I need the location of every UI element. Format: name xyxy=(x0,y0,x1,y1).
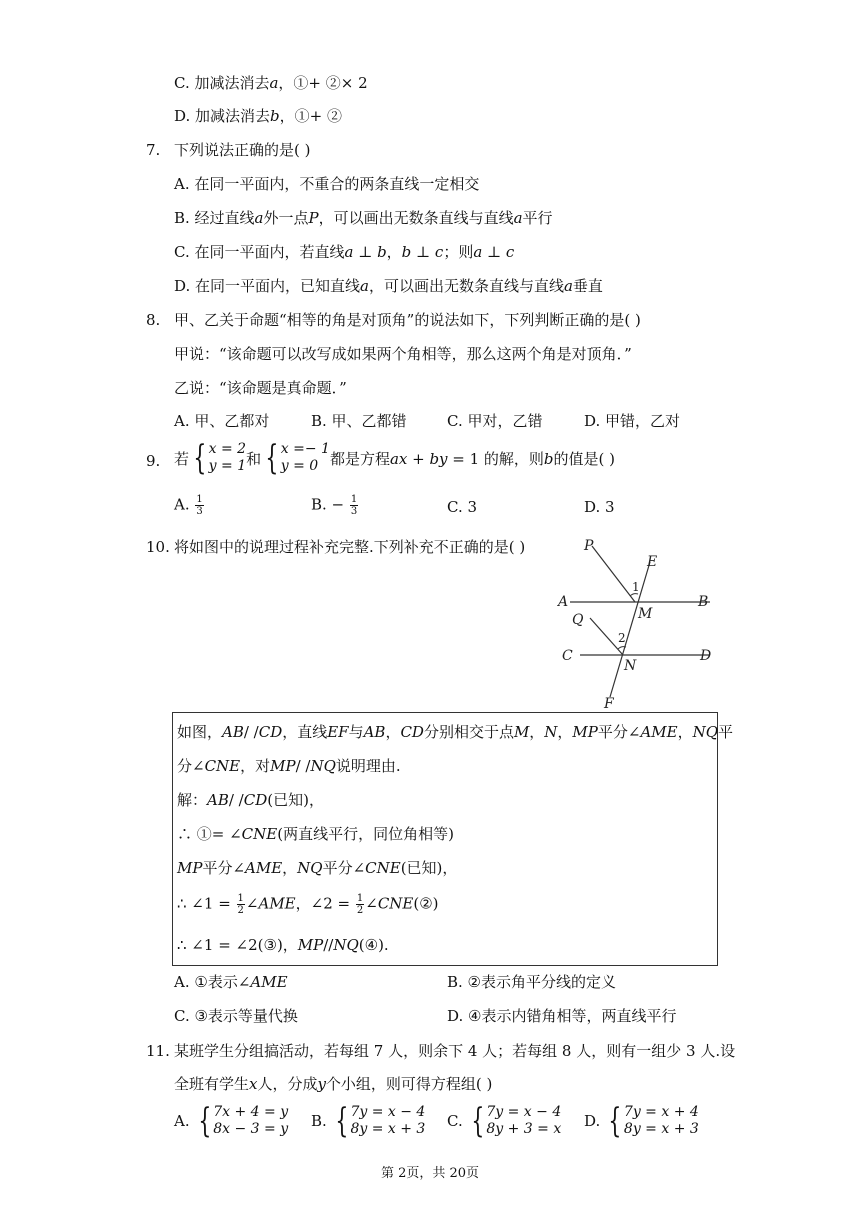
option-label: C. xyxy=(447,1112,463,1130)
box-line: ∴ ①= ∠𝐶𝑁𝐸(两直线平行，同位角相等) xyxy=(177,825,454,843)
equation: 𝑦 = 0 xyxy=(280,458,319,474)
question-stem: 甲、乙关于命题“相等的角是对顶角”的说法如下，下列判断正确的是( ) xyxy=(174,311,641,329)
equation: 𝑥 =− 1 xyxy=(280,441,330,457)
option-c: C. ③表示等量代换 xyxy=(174,1007,298,1025)
equation-system xyxy=(624,1104,699,1138)
question-number: 11. xyxy=(146,1042,170,1060)
option-d: D. 甲错，乙对 xyxy=(584,412,681,430)
fraction xyxy=(356,893,364,916)
question-number: 9. xyxy=(146,452,161,470)
question-stem: 将如图中的说理过程补充完整.下列补充不正确的是( ) xyxy=(174,538,526,556)
line-ef xyxy=(610,562,650,697)
statement-jia: 甲说：“该命题可以改写成如果两个角相等，那么这两个角是对顶角．” xyxy=(174,345,632,363)
equation: 7𝑦 = 𝑥 − 4 xyxy=(350,1104,426,1120)
left-brace: { xyxy=(608,1101,622,1141)
option-c: C. 3 xyxy=(447,498,478,516)
left-brace: { xyxy=(265,438,279,478)
denominator: 3 xyxy=(350,506,358,517)
option-c: C. 在同一平面内，若直线𝑎 ⊥ 𝑏，𝑏 ⊥ 𝑐；则𝑎 ⊥ 𝑐 xyxy=(174,243,515,261)
fraction xyxy=(195,494,203,517)
left-brace: { xyxy=(335,1101,349,1141)
equation: 7𝑦 = 𝑥 − 4 xyxy=(486,1104,562,1120)
label-d: D xyxy=(700,648,712,664)
label-angle-1: 1 xyxy=(632,580,640,594)
page-footer: 第 2页，共 20页 xyxy=(380,1166,480,1181)
label-m: M xyxy=(638,606,653,622)
stem-suffix: 都是方程𝑎𝑥 + 𝑏𝑦 = 1 的解，则𝑏的值是( ) xyxy=(329,449,616,468)
ray-mp xyxy=(592,546,635,602)
left-brace: { xyxy=(193,438,207,478)
option-a xyxy=(174,1101,289,1141)
option-d: D. 3 xyxy=(584,498,615,516)
geometry-figure xyxy=(550,532,720,712)
text-segment: ∴ ∠1 = xyxy=(177,894,231,913)
statement-yi: 乙说：“该命题是真命题．” xyxy=(174,379,347,397)
equation-system-1 xyxy=(209,441,246,475)
option-d: D. 加减法消去𝑏，①+ ② xyxy=(174,107,342,125)
option-label: B. − xyxy=(311,495,345,514)
stem-connector: 和 xyxy=(246,449,262,468)
option-a: A. 在同一平面内，不重合的两条直线一定相交 xyxy=(174,175,480,193)
reasoning-box xyxy=(172,712,734,966)
label-b: B xyxy=(698,594,709,610)
denominator: 3 xyxy=(196,506,203,517)
equation: 8𝑥 − 3 = 𝑦 xyxy=(213,1121,289,1137)
stem-prefix: 若 xyxy=(174,449,190,468)
option-a: A. 甲、乙都对 xyxy=(174,412,270,430)
label-a: A xyxy=(558,594,569,610)
equation-system xyxy=(350,1104,425,1138)
question-stem xyxy=(174,438,616,478)
equation-system-2 xyxy=(281,441,330,475)
option-label: D. xyxy=(584,1112,601,1130)
label-n: N xyxy=(624,658,637,674)
text-segment: ∠𝐴𝑀𝐸，∠2 = xyxy=(245,894,351,913)
fraction xyxy=(237,893,245,916)
box-line: ∴ ∠1 = ∠2(③)，𝑀𝑃//𝑁𝑄(④). xyxy=(177,936,389,954)
label-p: P xyxy=(584,538,594,554)
option-label: B. xyxy=(311,1112,327,1130)
equation-system xyxy=(486,1104,561,1138)
equation-system xyxy=(213,1104,288,1138)
option-c: C. 甲对，乙错 xyxy=(447,412,543,430)
question-stem: 下列说法正确的是( ) xyxy=(174,141,311,159)
label-c: C xyxy=(562,648,573,664)
equation: 8𝑦 + 3 = 𝑥 xyxy=(486,1121,562,1137)
question-stem: 某班学生分组搞活动，若每组 7 人，则余下 4 人；若每组 8 人，则有一组少 3 人.设 xyxy=(174,1042,736,1060)
equation: 7𝑦 = 𝑥 + 4 xyxy=(623,1104,699,1120)
option-b: B. 经过直线𝑎外一点𝑃，可以画出无数条直线与直线𝑎平行 xyxy=(174,209,553,227)
box-line: 𝑀𝑃平分∠𝐴𝑀𝐸，𝑁𝑄平分∠𝐶𝑁𝐸(已知)， xyxy=(177,859,458,877)
box-line xyxy=(177,893,439,916)
box-line: 如图，𝐴𝐵/ /𝐶𝐷，直线𝐸𝐹与𝐴𝐵，𝐶𝐷分别相交于点𝑀，𝑁，𝑀𝑃平分∠𝐴𝑀𝐸，𝑁𝑄平 xyxy=(177,723,734,741)
option-c: C. 加减法消去𝑎，①+ ②× 2 xyxy=(174,74,368,92)
fraction xyxy=(350,494,358,517)
option-d xyxy=(584,1101,699,1141)
question-stem-continued: 全班有学生𝑥人，分成𝑦个小组，则可得方程组( ) xyxy=(174,1075,493,1093)
text-segment: ∠𝐶𝑁𝐸(②) xyxy=(365,894,439,913)
option-b xyxy=(311,1101,426,1141)
numerator: 1 xyxy=(350,494,358,505)
left-brace: { xyxy=(471,1101,485,1141)
box-line: 解：𝐴𝐵/ /𝐶𝐷(已知)， xyxy=(177,791,324,809)
option-a xyxy=(174,494,205,517)
equation: 7𝑥 + 4 = 𝑦 xyxy=(213,1104,289,1120)
equation: 8𝑦 = 𝑥 + 3 xyxy=(623,1121,699,1137)
left-brace: { xyxy=(197,1101,211,1141)
option-b xyxy=(311,494,359,517)
question-number: 7. xyxy=(146,141,161,159)
label-f: F xyxy=(604,696,614,712)
option-c xyxy=(447,1101,562,1141)
angle-1-arc xyxy=(630,594,638,596)
label-e: E xyxy=(647,554,658,570)
option-d: D. 在同一平面内，已知直线𝑎，可以画出无数条直线与直线𝑎垂直 xyxy=(174,277,603,295)
question-number: 8. xyxy=(146,311,161,329)
question-number: 10. xyxy=(146,538,170,556)
option-d: D. ④表示内错角相等，两直线平行 xyxy=(447,1007,677,1025)
denominator: 2 xyxy=(237,905,244,916)
equation: 𝑦 = 1 xyxy=(208,458,247,474)
option-label: A. xyxy=(174,495,190,514)
numerator: 1 xyxy=(356,893,364,904)
label-angle-2: 2 xyxy=(618,631,626,645)
option-b: B. 甲、乙都错 xyxy=(311,412,407,430)
option-label: A. xyxy=(174,1112,190,1130)
label-q: Q xyxy=(572,612,584,628)
denominator: 2 xyxy=(356,905,364,916)
equation: 8𝑦 = 𝑥 + 3 xyxy=(350,1121,426,1137)
equation: 𝑥 = 2 xyxy=(208,441,247,457)
option-b: B. ②表示角平分线的定义 xyxy=(447,973,617,991)
numerator: 1 xyxy=(196,494,203,505)
option-a: A. ①表示∠𝐴𝑀𝐸 xyxy=(174,973,288,991)
box-line: 分∠𝐶𝑁𝐸，对𝑀𝑃/ /𝑁𝑄说明理由. xyxy=(177,757,401,775)
numerator: 1 xyxy=(237,893,244,904)
